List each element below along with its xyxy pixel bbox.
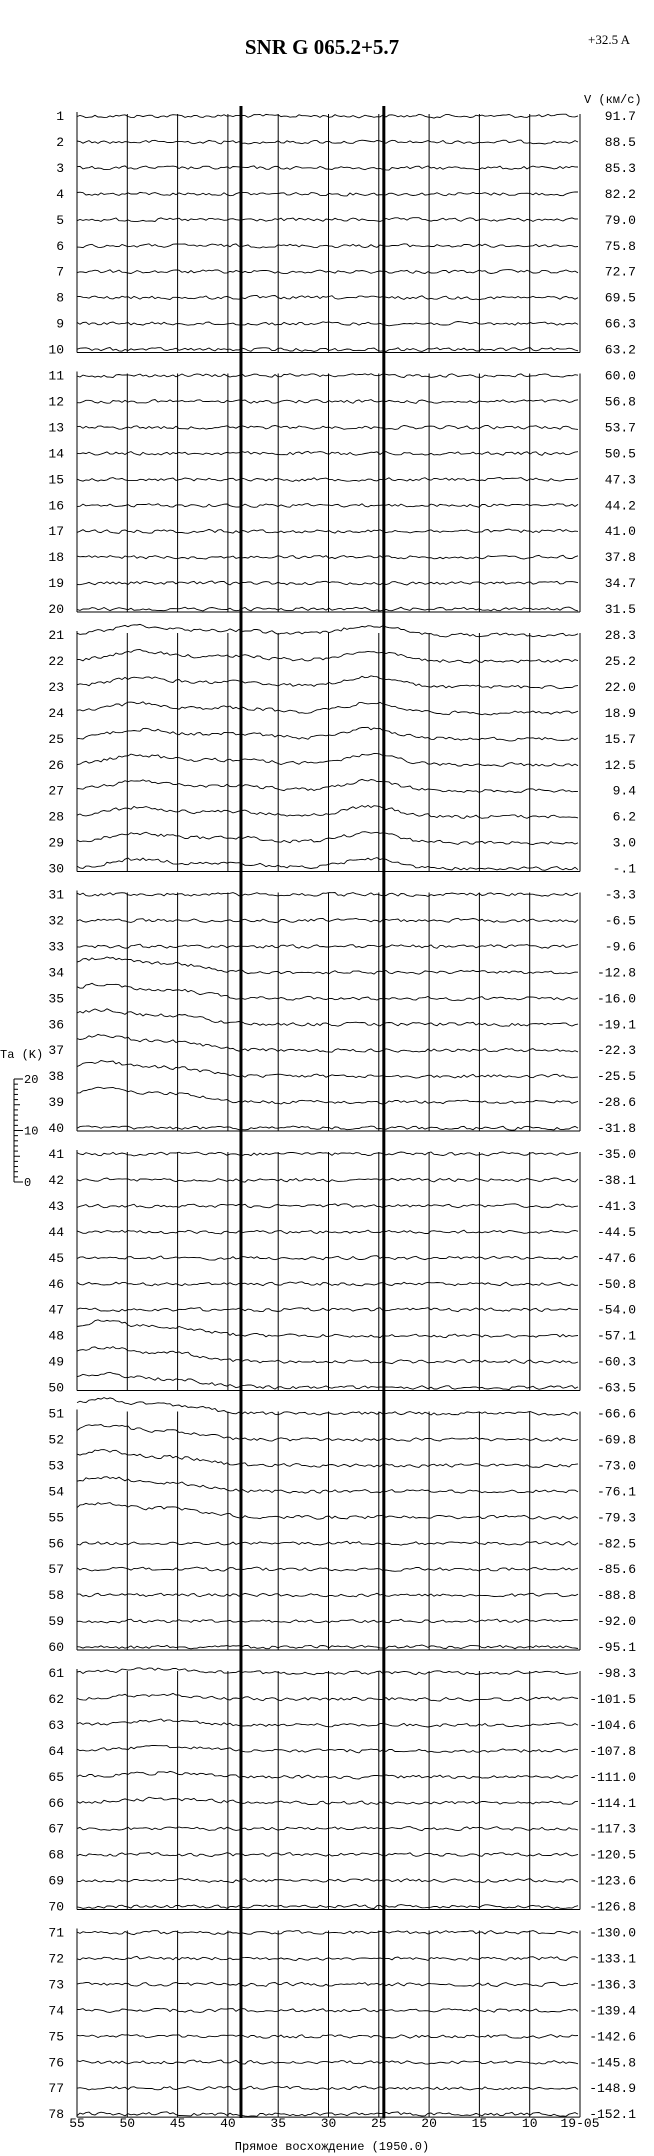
channel-number: 6 — [56, 238, 64, 254]
velocity-label: -35.0 — [596, 1147, 636, 1162]
velocity-label: -133.1 — [589, 1951, 636, 1967]
velocity-label: -85.6 — [596, 1562, 636, 1578]
spectrum-trace — [77, 1905, 578, 1909]
velocity-label: -107.8 — [589, 1743, 636, 1759]
channel-number: 8 — [56, 290, 64, 306]
velocity-label: 9.4 — [612, 783, 636, 799]
velocity-label: -145.8 — [589, 2055, 636, 2071]
channel-number: 36 — [48, 1017, 64, 1033]
channel-number: 13 — [48, 420, 64, 436]
spectrum-trace — [77, 1541, 578, 1545]
velocity-label: -152.1 — [589, 2107, 636, 2123]
spectrum-trace — [77, 192, 578, 196]
channel-number: 5 — [56, 212, 64, 228]
spectrum-trace — [77, 957, 578, 974]
velocity-label: -28.6 — [596, 1095, 636, 1111]
velocity-label: -47.6 — [596, 1250, 636, 1266]
channel-number: 66 — [48, 1795, 64, 1811]
spectrum-trace — [77, 1853, 578, 1857]
channel-number: 20 — [48, 602, 64, 618]
velocity-label: -142.6 — [589, 2029, 636, 2045]
channel-number: 31 — [48, 887, 64, 903]
spectrum-trace — [77, 1204, 578, 1208]
chart-title: SNR G 065.2+5.7 — [244, 35, 400, 59]
channel-number: 35 — [48, 991, 64, 1007]
spectrum-trace — [77, 650, 578, 664]
ta-scale-label: 20 — [24, 1073, 39, 1087]
channel-number: 45 — [48, 1250, 64, 1266]
channel-number: 44 — [48, 1224, 64, 1240]
velocity-label: -76.1 — [596, 1484, 636, 1500]
channel-number: 26 — [48, 757, 64, 773]
velocity-label: 60.0 — [604, 368, 636, 384]
channel-number: 50 — [48, 1380, 64, 1396]
spectrum-trace — [77, 1745, 578, 1753]
spectrum-trace — [77, 1034, 578, 1052]
channel-number: 56 — [48, 1536, 64, 1552]
velocity-label: -44.5 — [596, 1224, 636, 1240]
spectrum-trace — [77, 702, 578, 715]
source-boundary-lines — [241, 106, 384, 2118]
channel-number-labels — [48, 109, 64, 2122]
x-tick-label: 25 — [370, 2116, 387, 2131]
channel-number: 15 — [48, 472, 64, 488]
x-tick-label: 30 — [320, 2116, 337, 2131]
spectrum-trace — [77, 322, 578, 326]
velocity-label: -73.0 — [596, 1458, 636, 1474]
channel-number: 14 — [48, 446, 64, 462]
velocity-label: -139.4 — [589, 2003, 636, 2019]
velocity-label: -63.5 — [596, 1380, 636, 1396]
channel-number: 74 — [48, 2003, 64, 2019]
spectrum-trace — [77, 296, 578, 300]
channel-number: 1 — [56, 109, 64, 124]
spectrum-trace — [77, 400, 578, 404]
spectrum-trace — [77, 1503, 578, 1520]
channel-number: 52 — [48, 1432, 64, 1448]
channel-number: 48 — [48, 1328, 64, 1344]
velocity-label: 91.7 — [604, 109, 636, 124]
velocity-label: -82.5 — [596, 1536, 636, 1552]
spectrum-trace — [77, 1126, 578, 1130]
spectrum-trace — [77, 1450, 578, 1468]
spectrum-trace — [77, 2008, 578, 2012]
spectrum-trace — [77, 1593, 578, 1597]
velocity-label: 79.0 — [604, 212, 636, 228]
velocity-label: -79.3 — [596, 1510, 636, 1526]
channel-number: 46 — [48, 1276, 64, 1292]
velocity-label: 18.9 — [604, 705, 636, 721]
velocity-label: 41.0 — [604, 524, 636, 540]
spectrum-trace — [77, 1061, 578, 1079]
channel-number: 30 — [48, 861, 64, 877]
spectrum-trace — [77, 918, 578, 922]
spectrum-trace — [77, 893, 578, 897]
ta-scale — [0, 1048, 43, 1190]
channel-number: 39 — [48, 1095, 64, 1111]
channel-number: 43 — [48, 1198, 64, 1214]
channel-number: 67 — [48, 1821, 64, 1837]
velocity-label: -117.3 — [589, 1821, 636, 1837]
channel-number: 62 — [48, 1691, 64, 1707]
velocity-label: -120.5 — [589, 1847, 636, 1863]
channel-number: 3 — [56, 160, 64, 176]
velocity-label: 15.7 — [604, 731, 636, 747]
spectral-traces — [77, 114, 578, 2116]
velocity-label: -111.0 — [589, 1769, 636, 1785]
channel-number: 40 — [48, 1121, 64, 1137]
velocity-label: -136.3 — [589, 1977, 636, 1993]
channel-number: 51 — [48, 1406, 64, 1422]
velocity-label: -69.8 — [596, 1432, 636, 1448]
spectrum-trace — [77, 114, 578, 118]
channel-number: 7 — [56, 264, 64, 280]
channel-number: 37 — [48, 1043, 64, 1059]
spectrum-trace — [77, 1956, 578, 1960]
velocity-label: 34.7 — [604, 576, 636, 592]
spectrum-trace — [77, 478, 578, 482]
channel-number: 34 — [48, 965, 64, 981]
velocity-label: 12.5 — [604, 757, 636, 773]
velocity-label: -25.5 — [596, 1069, 636, 1085]
x-tick-label: 45 — [169, 2116, 186, 2131]
velocity-label: 69.5 — [604, 290, 636, 306]
velocity-label: -101.5 — [589, 1691, 636, 1707]
spectrum-trace — [77, 944, 578, 948]
channel-number: 58 — [48, 1588, 64, 1604]
spectrum-trace — [77, 244, 578, 248]
velocity-label: -22.3 — [596, 1043, 636, 1059]
channel-number: 25 — [48, 731, 64, 747]
channel-number: 41 — [48, 1147, 64, 1162]
x-tick-label: 10 — [521, 2116, 538, 2131]
x-tick-label: 20 — [421, 2116, 437, 2131]
spectrum-trace — [77, 1982, 578, 1986]
channel-number: 70 — [48, 1899, 64, 1915]
channel-number: 71 — [48, 1925, 64, 1941]
spectrum-trace — [77, 1347, 578, 1364]
spectrum-trace — [77, 555, 578, 559]
spectrum-trace — [77, 1645, 578, 1649]
x-axis-ticks — [69, 2116, 599, 2131]
spectrum-trace — [77, 1619, 578, 1623]
channel-number: 18 — [48, 550, 64, 566]
velocity-label: -9.6 — [604, 939, 636, 955]
spectrum-trace — [77, 754, 578, 767]
channel-number: 68 — [48, 1847, 64, 1863]
channel-number: 12 — [48, 394, 64, 410]
channel-number: 63 — [48, 1717, 64, 1733]
spectrum-trace — [77, 2035, 578, 2039]
channel-number: 47 — [48, 1302, 64, 1318]
channel-number: 73 — [48, 1977, 64, 1993]
velocity-labels — [589, 109, 636, 2122]
velocity-label: -38.1 — [596, 1172, 636, 1188]
channel-number: 42 — [48, 1172, 64, 1188]
spectrum-trace — [77, 1425, 578, 1442]
channel-number: 19 — [48, 576, 64, 592]
channel-number: 32 — [48, 913, 64, 929]
channel-number: 11 — [48, 368, 64, 384]
velocity-label: 88.5 — [604, 134, 636, 150]
channel-number: 33 — [48, 939, 64, 955]
velocity-label: -6.5 — [604, 913, 636, 929]
spectrum-trace — [77, 1320, 578, 1338]
spectrum-trace — [77, 1372, 578, 1389]
velocity-label: 44.2 — [604, 498, 636, 514]
channel-number: 55 — [48, 1510, 64, 1526]
x-tick-label: 19-05 — [560, 2116, 600, 2131]
channel-number: 72 — [48, 1951, 64, 1967]
velocity-label: 56.8 — [604, 394, 636, 410]
channel-number: 59 — [48, 1614, 64, 1630]
channel-number: 23 — [48, 679, 64, 695]
velocity-label: 37.8 — [604, 550, 636, 566]
spectrum-trace — [77, 140, 578, 144]
velocity-label: -88.8 — [596, 1588, 636, 1604]
velocity-label: 66.3 — [604, 316, 636, 332]
spectrum-trace — [77, 1009, 578, 1027]
x-tick-label: 35 — [270, 2116, 287, 2131]
spectrum-trace — [77, 166, 578, 170]
channel-number: 77 — [48, 2081, 64, 2097]
ra-gridlines — [127, 114, 580, 2117]
spectrum-trace — [77, 1308, 578, 1312]
channel-number: 2 — [56, 134, 64, 150]
x-axis-label: Прямое восхождение (1950.0) — [234, 2140, 430, 2154]
channel-number: 54 — [48, 1484, 64, 1500]
channel-number: 9 — [56, 316, 64, 332]
velocity-label: 85.3 — [604, 160, 636, 176]
spectrum-trace — [77, 727, 578, 741]
spectrum-trace — [77, 1178, 578, 1182]
spectrum-trace — [77, 1282, 578, 1286]
velocity-label: -54.0 — [596, 1302, 636, 1318]
channel-number: 76 — [48, 2055, 64, 2071]
velocity-label: -114.1 — [589, 1795, 636, 1811]
velocity-label: 53.7 — [604, 420, 636, 436]
spectrum-trace — [77, 425, 578, 429]
spectrum-trace — [77, 1152, 578, 1156]
velocity-label: -16.0 — [596, 991, 636, 1007]
spectrum-trace — [77, 858, 578, 871]
spectrum-trace — [77, 1668, 578, 1675]
velocity-label: -130.0 — [589, 1925, 636, 1941]
velocity-label: -98.3 — [596, 1666, 636, 1681]
spectrum-trace — [77, 805, 578, 818]
spectrum-trace — [77, 529, 578, 533]
velocity-label: 50.5 — [604, 446, 636, 462]
channel-number: 29 — [48, 835, 64, 851]
velocity-label: -41.3 — [596, 1198, 636, 1214]
spectrum-trace — [77, 218, 578, 222]
spectrum-trace — [77, 1256, 578, 1260]
spectrum-trace — [77, 983, 578, 1000]
velocity-label: -148.9 — [589, 2081, 636, 2097]
spectrum-trace — [77, 1719, 578, 1727]
x-tick-label: 15 — [471, 2116, 488, 2131]
channel-number: 17 — [48, 524, 64, 540]
velocity-label: 3.0 — [612, 835, 636, 851]
velocity-label: 28.3 — [604, 628, 636, 643]
velocity-label: -.1 — [612, 861, 636, 877]
velocity-label: 31.5 — [604, 602, 636, 618]
channel-number: 21 — [48, 628, 64, 643]
channel-number: 24 — [48, 705, 64, 721]
channel-number: 16 — [48, 498, 64, 514]
velocity-label: -66.6 — [596, 1406, 636, 1422]
spectrum-trace — [77, 504, 578, 508]
ta-scale-label: 0 — [24, 1176, 32, 1190]
channel-number: 53 — [48, 1458, 64, 1474]
spectrum-trace — [77, 1879, 578, 1883]
channel-number: 57 — [48, 1562, 64, 1578]
corner-label: +32.5 A — [588, 32, 631, 47]
channel-number: 27 — [48, 783, 64, 799]
spectrum-trace — [77, 2086, 578, 2090]
spectrum-trace — [77, 607, 578, 611]
velocity-label: 25.2 — [604, 653, 636, 669]
channel-number: 69 — [48, 1873, 64, 1889]
x-tick-label: 50 — [119, 2116, 136, 2131]
velocity-label: -19.1 — [596, 1017, 636, 1033]
spectrum-trace — [77, 374, 578, 378]
spectrum-trace — [77, 1567, 578, 1571]
x-tick-label: 55 — [69, 2116, 85, 2131]
spectrum-trace — [77, 1693, 578, 1701]
velocity-label: 72.7 — [604, 264, 636, 280]
velocity-label: 75.8 — [604, 238, 636, 254]
channel-number: 75 — [48, 2029, 64, 2045]
velocity-label: -104.6 — [589, 1717, 636, 1733]
velocity-label: 82.2 — [604, 186, 636, 202]
spectrum-trace — [77, 1477, 578, 1493]
velocity-label: -60.3 — [596, 1354, 636, 1370]
spectrum-trace — [77, 1230, 578, 1234]
channel-number: 61 — [48, 1666, 64, 1681]
ta-axis-label: Ta (K) — [0, 1048, 44, 1062]
spectrum-trace — [77, 1931, 578, 1935]
spectrum-trace — [77, 2060, 578, 2064]
velocity-label: 6.2 — [612, 809, 636, 825]
spectrum-trace — [77, 270, 578, 274]
channel-number: 28 — [48, 809, 64, 825]
channel-number: 64 — [48, 1743, 64, 1759]
velocity-label: 47.3 — [604, 472, 636, 488]
velocity-label: -92.0 — [596, 1614, 636, 1630]
spectrum-trace — [77, 1827, 578, 1831]
spectrum-trace — [77, 1398, 578, 1416]
channel-number: 38 — [48, 1069, 64, 1085]
spectrum-trace — [77, 1771, 578, 1779]
spectrum-trace — [77, 676, 578, 689]
spectrum-trace — [77, 832, 578, 845]
velocity-label: -12.8 — [596, 965, 636, 981]
channel-number: 4 — [56, 186, 64, 202]
velocity-label: -31.8 — [596, 1121, 636, 1137]
spectrum-trace — [77, 451, 578, 455]
velocity-label: 63.2 — [604, 342, 636, 358]
velocity-label: -126.8 — [589, 1899, 636, 1915]
velocity-label: -50.8 — [596, 1276, 636, 1292]
spectrum-trace — [77, 1797, 578, 1804]
spectrum-trace — [77, 779, 578, 792]
velocity-label: -3.3 — [604, 887, 636, 903]
spectrum-trace — [77, 1087, 578, 1104]
velocity-header: V (км/с) — [584, 93, 642, 107]
ta-scale-label: 10 — [24, 1124, 39, 1139]
x-tick-label: 40 — [220, 2116, 236, 2131]
velocity-label: -123.6 — [589, 1873, 636, 1889]
velocity-label: -57.1 — [596, 1328, 636, 1344]
spectrum-trace — [77, 624, 578, 637]
channel-number: 65 — [48, 1769, 64, 1785]
velocity-label: 22.0 — [604, 679, 636, 695]
spectrum-trace — [77, 348, 578, 352]
channel-number: 78 — [48, 2107, 64, 2123]
velocity-label: -95.1 — [596, 1640, 636, 1656]
channel-number: 10 — [48, 342, 64, 358]
channel-number: 60 — [48, 1640, 64, 1656]
channel-number: 22 — [48, 653, 64, 669]
spectrum-trace — [77, 581, 578, 585]
channel-number: 49 — [48, 1354, 64, 1370]
